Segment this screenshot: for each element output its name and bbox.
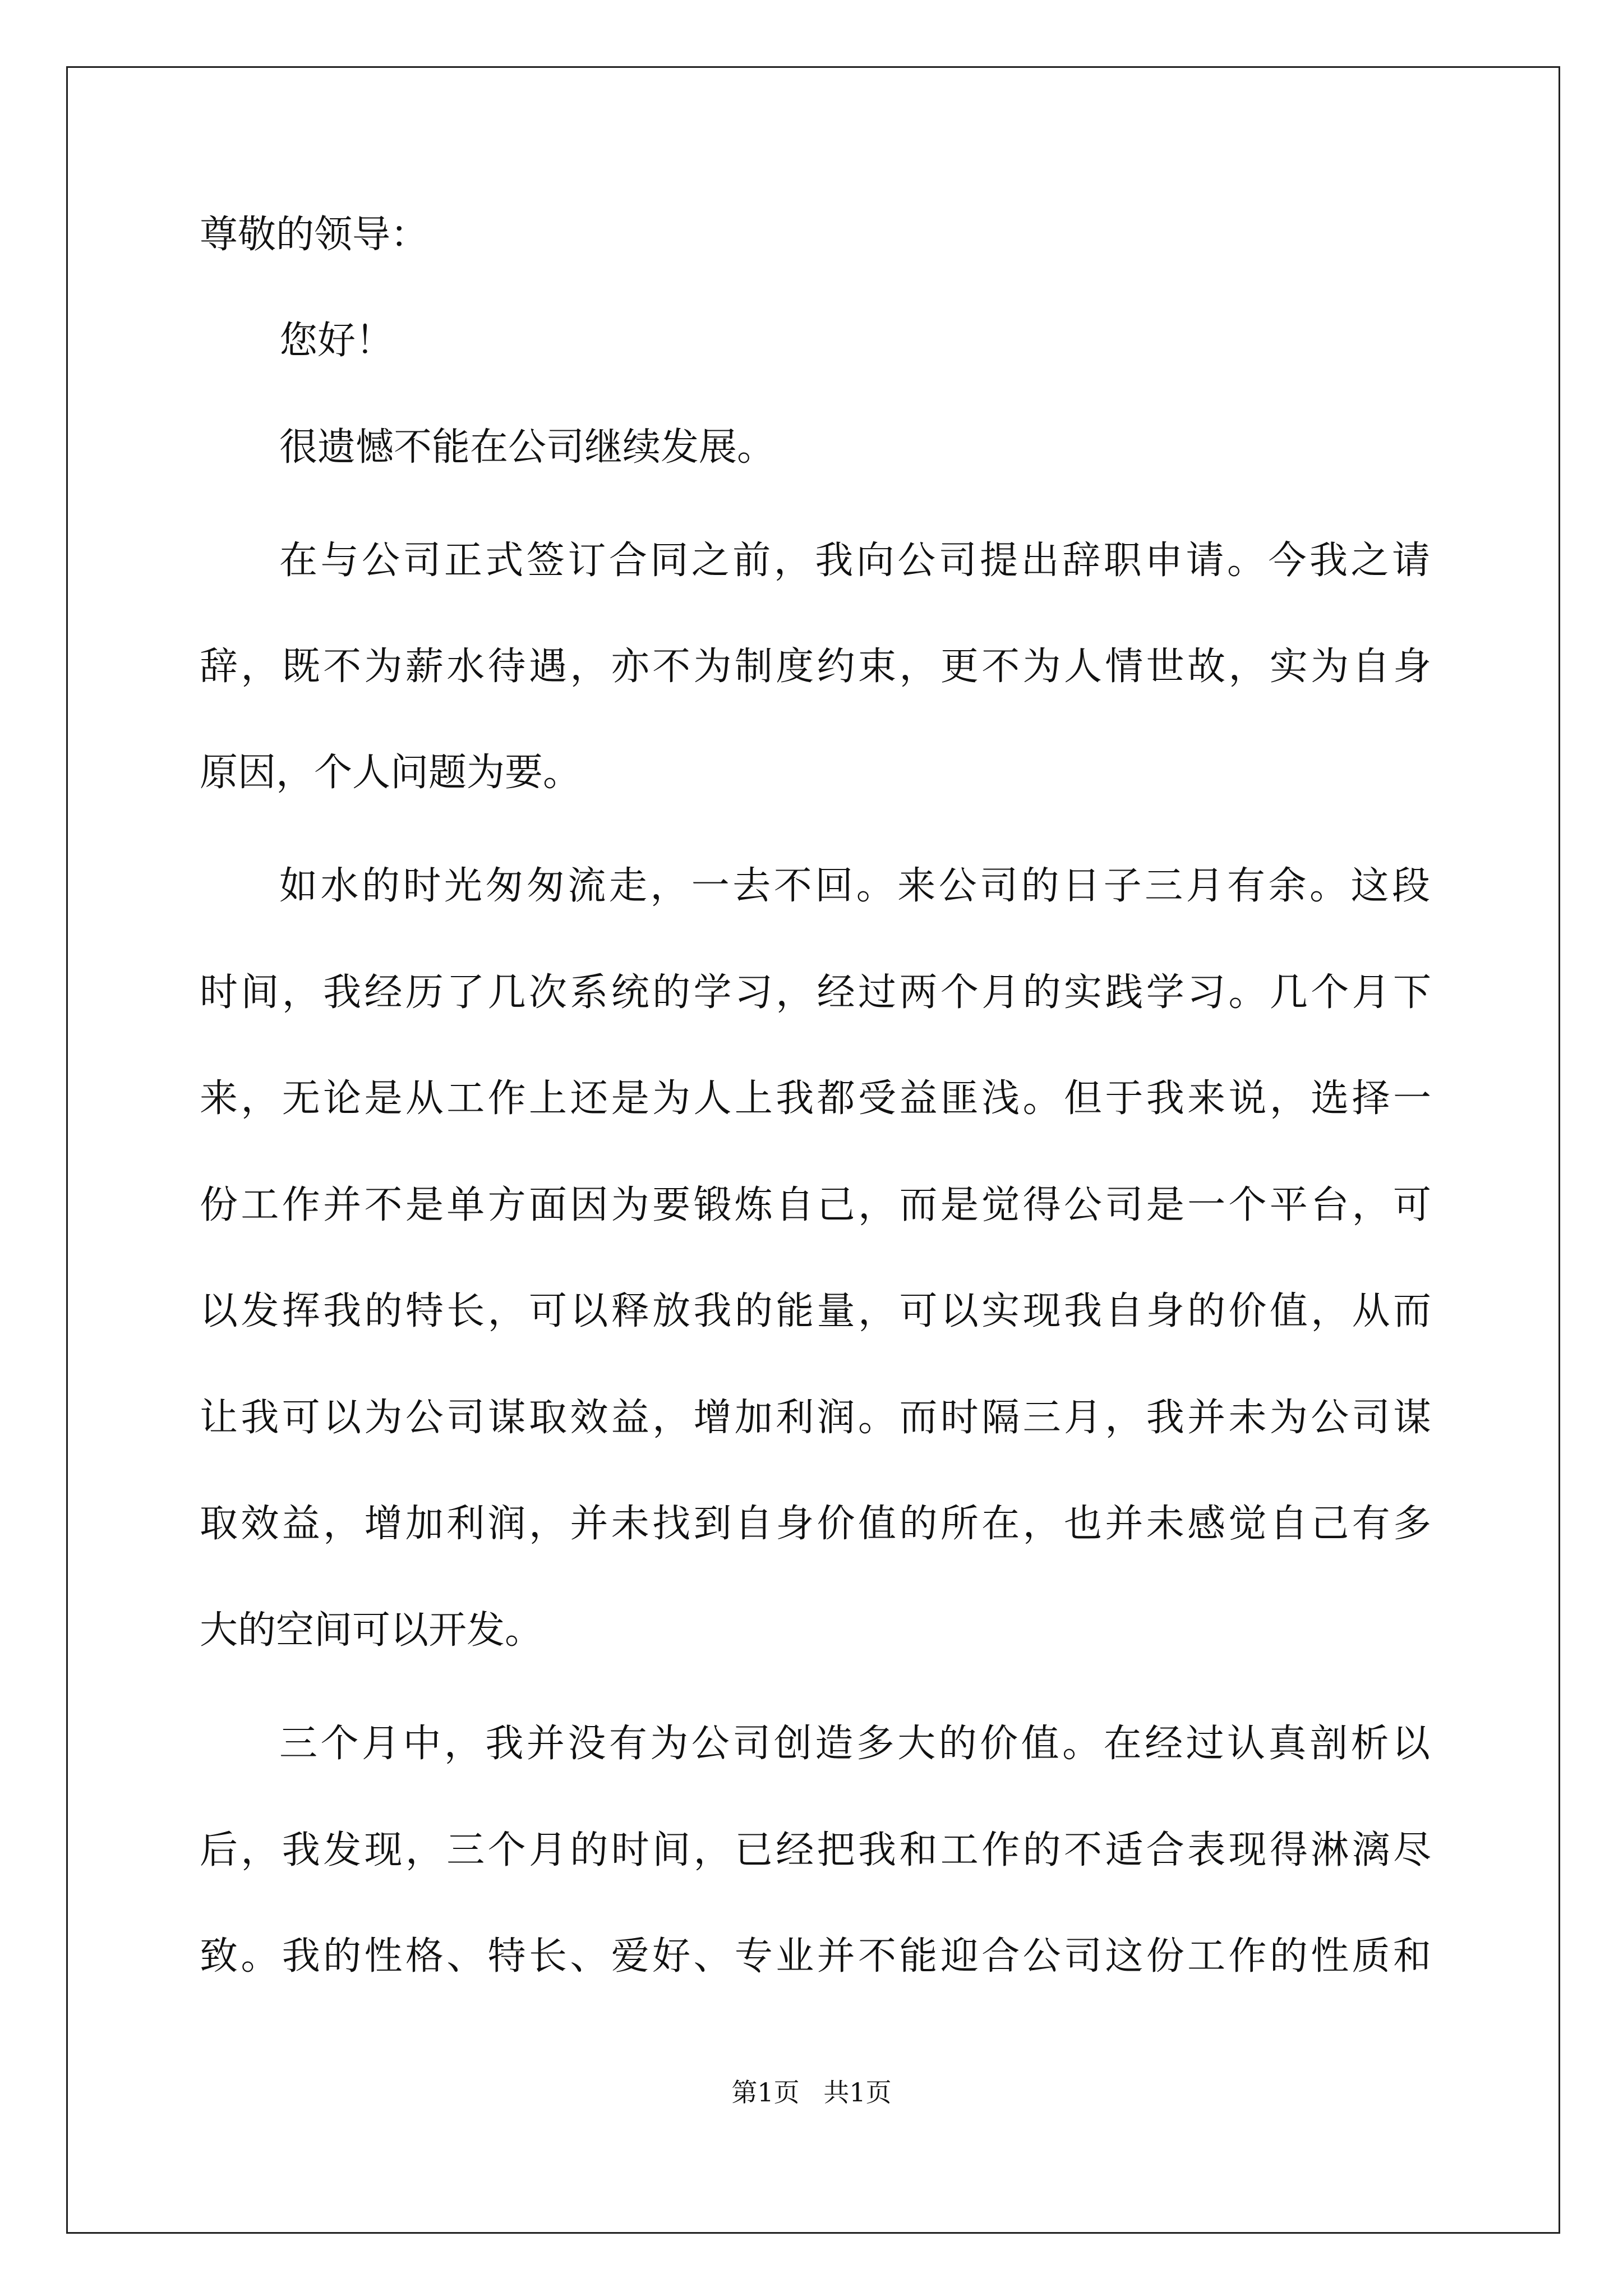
salutation: 尊敬的领导： [200,213,429,257]
paragraph-line: 很遗憾不能在公司继续发展。 [279,425,776,470]
paragraph-line: 以发挥我的特长，可以释放我的能量，可以实现我自身的价值，从而 [200,1289,1431,1333]
paragraph-line: 来，无论是从工作上还是为人上我都受益匪浅。但于我来说，选择一 [200,1076,1431,1121]
paragraph-line: 让我可以为公司谋取效益，增加利润。而时隔三月，我并未为公司谋 [200,1396,1431,1440]
page-count: 共1页 [823,2077,892,2108]
paragraph-line: 在与公司正式签订合同之前，我向公司提出辞职申请。今我之请 [279,539,1430,583]
page-footer [0,2076,1623,2109]
paragraph-line: 大的空间可以开发。 [200,1608,543,1653]
page-border [66,66,1560,2234]
paragraph-line: 辞，既不为薪水待遇，亦不为制度约束，更不为人情世故，实为自身 [200,645,1431,689]
paragraph-line: 原因，个人问题为要。 [200,751,582,795]
paragraph-line: 取效益，增加利润，并未找到自身价值的所在，也并未感觉自己有多 [200,1502,1431,1546]
paragraph-line: 份工作并不是单方面因为要锻炼自己，而是觉得公司是一个平台，可 [200,1183,1431,1227]
page-number: 第1页 [731,2077,800,2108]
greeting: 您好！ [279,319,394,363]
paragraph-line: 三个月中，我并没有为公司创造多大的价值。在经过认真剖析以 [279,1722,1430,1766]
paragraph-line: 后，我发现，三个月的时间，已经把我和工作的不适合表现得淋漓尽 [200,1828,1431,1872]
paragraph-line: 时间，我经历了几次系统的学习，经过两个月的实践学习。几个月下 [200,970,1431,1015]
paragraph-line: 如水的时光匆匆流走，一去不回。来公司的日子三月有余。这段 [279,864,1430,908]
paragraph-line: 致。我的性格、特长、爱好、专业并不能迎合公司这份工作的性质和 [200,1934,1431,1978]
